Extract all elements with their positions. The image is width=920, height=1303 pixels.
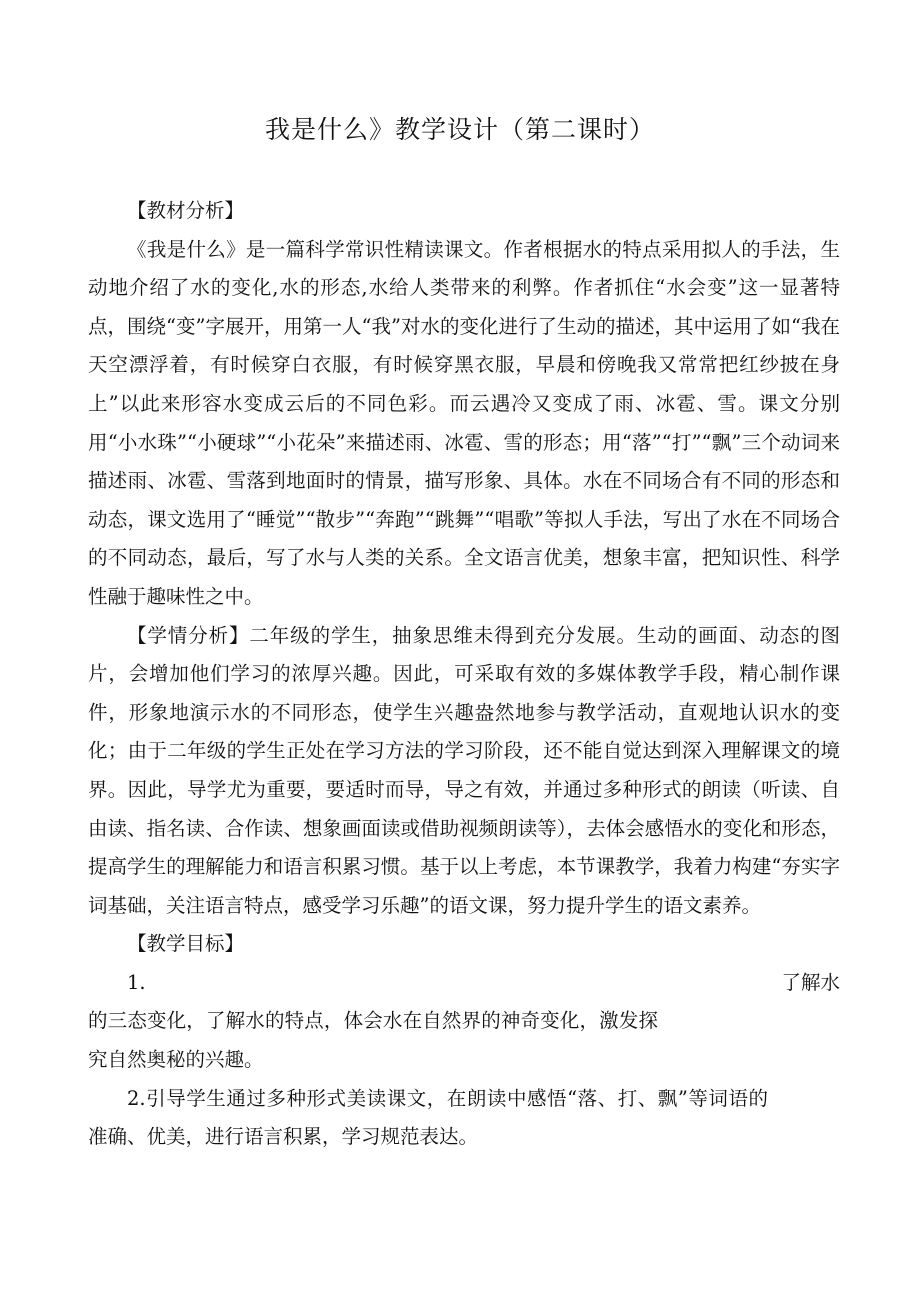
document-title: 我是什么》教学设计（第二课时） — [264, 115, 655, 144]
section-heading-material: 【教材分析】 — [127, 199, 245, 222]
objective-text: 引导学生通过多种形式美读课文，在朗读中感悟“落、打、飘”等词语的准确、优美，进行语言积累，学习规范表达。 — [88, 1086, 768, 1149]
section-heading-students: 【学情分析】 — [127, 623, 250, 647]
objective-item-2 — [88, 1080, 768, 1157]
document-body — [88, 192, 840, 1157]
material-analysis-paragraph: 《我是什么》是一篇科学常识性精读课文。作者根据水的特点采用拟人的手法，生动地介绍了水的变化,水的形态,水给人类带来的利弊。作者抓住“水会变”这一显著特点，围绕“变”字展开，用第一人“我”对水的变化进行了生动的描述，其中运用了如“我在天空漂浮着，有时候穿白衣服，有时候穿黑衣服，早晨和傍晚我又常常把红纱披在身上”以此来形容水变成云后的不同色彩。而云遇冷又变成了雨、冰雹、雪。课文分别用“小水珠”“小硬球”“小花朵”来描述雨、冰雹、雪的形态；用“落”“打”“飘”三个动词来描述雨、冰雹、雪落到地面时的情景，描写形象、具体。水在不同场合有不同的形态和动态，课文选用了“睡觉”“散步”“奔跑”“跳舞”“唱歌”等拟人手法，写出了水在不同场合的不同动态，最后，写了水与人类的关系。全文语言优美，想象丰富，把知识性、科学性融于趣味性之中。 — [88, 237, 840, 608]
objective-item-1 — [88, 964, 840, 1080]
objective-number: 1. — [127, 970, 146, 994]
student-analysis-text: 二年级的学生，抽象思维未得到充分发展。生动的画面、动态的图片，会增加他们学习的浓厚兴趣。因此，可采取有效的多媒体教学手段，精心制作课件，形象地演示水的不同形态，使学生兴趣盎然地参与教学活动，直观地认识水的变化；由于二年级的学生正处在学习方法的学习阶段，还不能自觉达到深入理解课文的境界。因此，导学尤为重要，要适时而导，导之有效，并通过多种形式的朗读（听读、自由读、指名读、合作读、想象画面读或借助视频朗读等），去体会感悟水的变化和形态，提高学生的理解能力和语言积累习惯。基于以上考虑，本节课教学，我着力构建“夯实字词基础，关注语言特点，感受学习乐趣”的语文课，努力提升学生的语文素养。 — [88, 623, 840, 917]
objective-text: 的三态变化，了解水的特点，体会水在自然界的神奇变化，激发探究自然奥秘的兴趣。 — [88, 1009, 658, 1072]
objective-text-tail: 了解水 — [781, 970, 840, 994]
section-heading-objectives: 【教学目标】 — [127, 932, 245, 956]
student-analysis-paragraph — [88, 617, 840, 926]
objective-number: 2. — [127, 1086, 146, 1110]
